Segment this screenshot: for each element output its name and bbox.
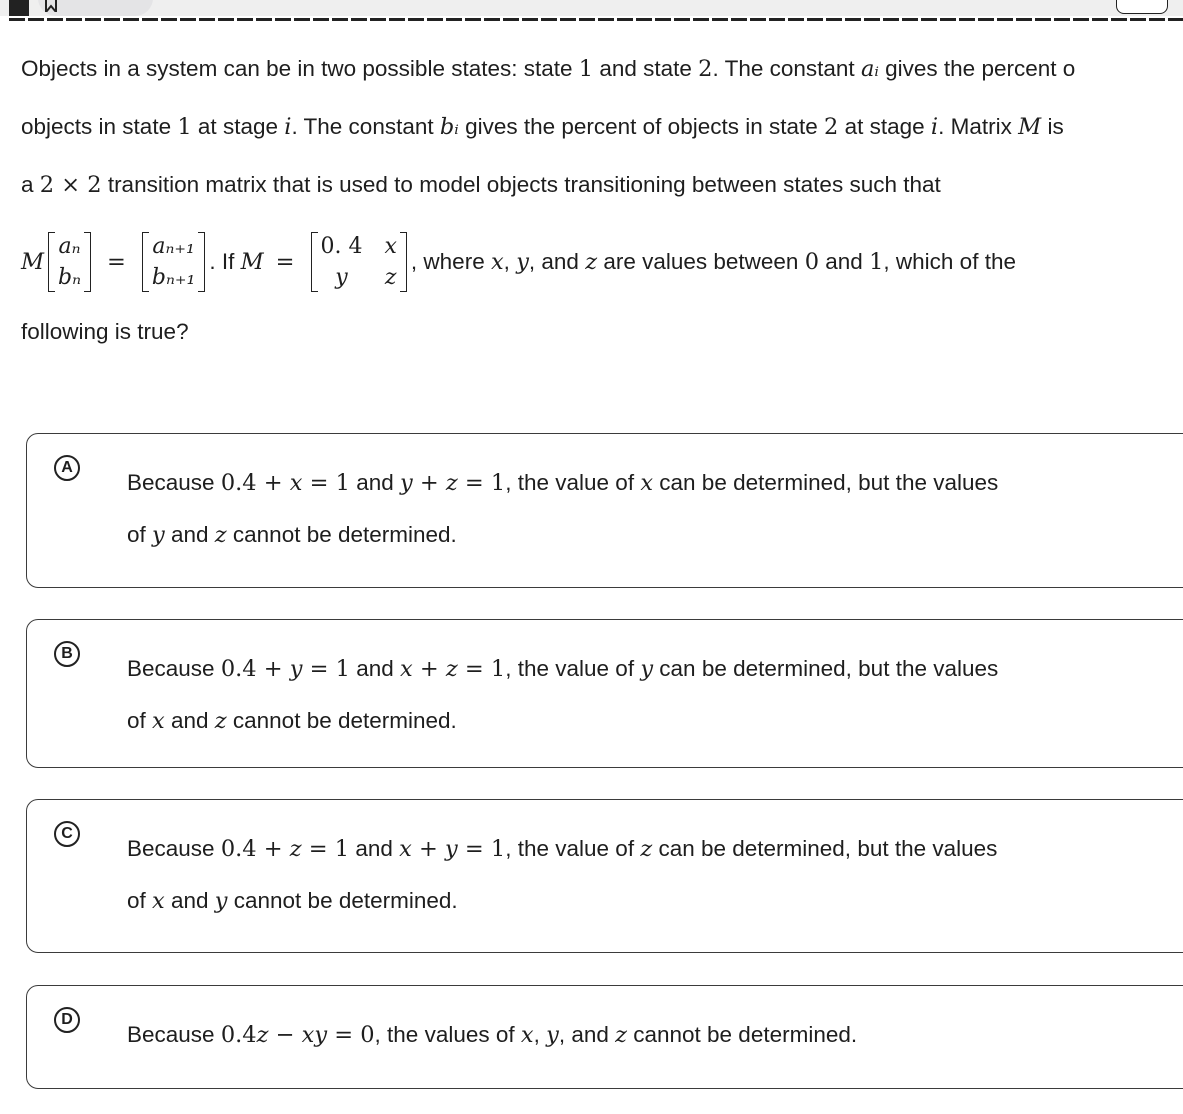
vector-entry: bₙ₊₁: [151, 265, 196, 290]
math-expression: 0.4: [220, 1022, 257, 1048]
math-expression: = 1: [302, 656, 350, 682]
math-variable: bᵢ: [439, 114, 459, 140]
if-text: . If: [209, 249, 241, 274]
vector-entry: aₙ₊₁: [152, 234, 195, 259]
matrix-symbol: M: [21, 249, 45, 275]
math-expression: 1: [869, 249, 884, 275]
text-segment: cannot be determined.: [226, 522, 457, 547]
math-expression: 0.4 +: [220, 470, 290, 496]
text-segment: a: [21, 172, 40, 197]
text-segment: and: [164, 888, 215, 913]
matrix-M: [311, 232, 407, 292]
dashed-divider: [9, 18, 1183, 21]
text-segment: can be determined, but the values: [653, 656, 999, 681]
text-segment: and state: [593, 56, 699, 81]
text-segment: and: [349, 470, 400, 495]
menu-icon[interactable]: [9, 0, 29, 16]
matrix-entry: z: [384, 265, 397, 290]
math-variable: x: [640, 470, 654, 496]
math-variable: z: [214, 522, 227, 548]
text-segment: , and: [528, 249, 586, 274]
text-segment: of: [127, 888, 153, 913]
text-segment: of: [127, 522, 153, 547]
math-variable: z: [445, 470, 458, 496]
answer-option-c[interactable]: [26, 799, 1183, 953]
math-variable: y: [445, 836, 458, 862]
matrix-entry: y: [335, 265, 348, 290]
math-expression: = 1: [457, 470, 506, 496]
text-segment: objects in state: [21, 114, 178, 139]
math-variable: x: [152, 708, 165, 734]
text-segment: cannot be determined.: [227, 888, 458, 913]
text-segment: cannot be determined.: [226, 708, 457, 733]
math-variable: z: [615, 1022, 627, 1048]
math-expression: +: [411, 836, 446, 862]
math-variable: y: [640, 656, 654, 682]
text-segment: ,: [503, 249, 517, 274]
math-expression: 0.4 +: [220, 836, 290, 862]
math-variable: x: [520, 1022, 534, 1048]
math-expression: 0: [804, 249, 820, 275]
math-expression: = 1: [457, 836, 506, 862]
text-segment: , the values of: [374, 1022, 521, 1047]
math-expression: = 1: [301, 836, 350, 862]
math-variable: z: [256, 1022, 269, 1048]
math-expression: 2 × 2: [39, 172, 102, 198]
option-letter-badge: A: [54, 455, 80, 481]
bookmark-icon[interactable]: [45, 0, 57, 12]
math-variable: y: [214, 888, 228, 914]
text-segment: can be determined, but the values: [652, 836, 998, 861]
text-segment: Objects in a system can be in two possible states: state: [21, 56, 579, 81]
question-line: [21, 56, 1075, 82]
math-variable: z: [289, 836, 302, 862]
answer-option-d[interactable]: [26, 985, 1183, 1089]
text-segment: Because: [127, 836, 221, 861]
text-segment: at stage: [191, 114, 285, 139]
matrix-symbol: M: [240, 249, 264, 275]
option-line: [127, 875, 1107, 927]
math-expression: 2: [698, 56, 713, 82]
question-last-line: following is true?: [21, 319, 189, 344]
option-line: [127, 1009, 1107, 1061]
text-segment: . The constant: [712, 56, 861, 81]
math-variable: y: [400, 470, 413, 496]
math-expression: 0.4 +: [220, 656, 290, 682]
math-variable: x: [490, 249, 504, 275]
option-letter-badge: C: [54, 821, 80, 847]
math-expression: = 0: [327, 1022, 375, 1048]
equation-line: M aₙ bₙ = aₙ₊₁ bₙ₊₁ . If M = 0. 4 x y z , where x, y, and z are values between 0 and 1, which of the: [21, 234, 1016, 290]
math-expression: 1: [177, 114, 192, 140]
text-segment: Because: [127, 656, 221, 681]
text-segment: and: [349, 836, 400, 861]
math-expression: +: [412, 470, 446, 496]
text-segment: and: [349, 656, 401, 681]
option-line: [127, 695, 1107, 747]
question-line: [21, 114, 1064, 140]
option-line: [127, 643, 1107, 695]
text-segment: and: [819, 249, 870, 274]
option-letter-badge: D: [54, 1007, 80, 1033]
option-text: [127, 1009, 1107, 1061]
math-variable: aᵢ: [860, 56, 879, 82]
option-line: [127, 823, 1107, 875]
matrix-entry: x: [384, 234, 397, 259]
math-expression: = 1: [302, 470, 350, 496]
vector-entry: aₙ: [58, 234, 81, 259]
option-text: [127, 823, 1107, 927]
option-text: [127, 457, 1107, 561]
text-segment: is: [1041, 114, 1064, 139]
math-variable: z: [445, 656, 458, 682]
math-expression: 1: [578, 56, 594, 82]
text-segment: , the value of: [505, 656, 641, 681]
text-segment: , where: [410, 249, 491, 274]
option-text: [127, 643, 1107, 747]
text-segment: . The constant: [291, 114, 440, 139]
answer-option-b[interactable]: [26, 619, 1183, 768]
vector-entry: bₙ: [58, 265, 82, 290]
option-line: [127, 509, 1107, 561]
matrix-entry: 0. 4: [320, 234, 363, 259]
math-variable: y: [289, 656, 303, 682]
option-line: [127, 457, 1107, 509]
text-segment: , the value of: [505, 470, 641, 495]
text-segment: are values between: [597, 249, 805, 274]
text-segment: gives the percent of objects in state: [458, 114, 825, 139]
math-variable: x: [399, 836, 412, 862]
text-segment: Because: [127, 470, 221, 495]
math-variable: x: [400, 656, 413, 682]
vector-next: [142, 232, 205, 292]
text-segment: . Matrix: [938, 114, 1019, 139]
text-segment: transition matrix that is used to model objects transitioning between states such that: [101, 172, 941, 197]
text-segment: , and: [558, 1022, 616, 1047]
question-line: [21, 172, 941, 198]
math-variable: z: [640, 836, 653, 862]
math-variable: i: [284, 114, 292, 140]
math-variable: y: [516, 249, 529, 275]
math-variable: y: [152, 522, 165, 548]
answer-option-a[interactable]: [26, 433, 1183, 588]
math-variable: y: [546, 1022, 559, 1048]
text-segment: and: [164, 708, 215, 733]
math-variable: z: [585, 249, 598, 275]
math-variable: M: [1018, 114, 1042, 140]
math-expression: = 1: [457, 656, 506, 682]
math-variable: xy: [301, 1022, 328, 1048]
math-expression: −: [268, 1022, 302, 1048]
option-letter-badge: B: [54, 641, 80, 667]
text-segment: , the value of: [505, 836, 641, 861]
vector-an-bn: [48, 232, 91, 292]
math-variable: x: [152, 888, 165, 914]
text-segment: , which of the: [883, 249, 1016, 274]
math-variable: i: [930, 114, 939, 140]
text-segment: and: [164, 522, 215, 547]
math-expression: 2: [824, 114, 839, 140]
toolbar-button[interactable]: [1116, 0, 1168, 14]
text-segment: cannot be determined.: [626, 1022, 858, 1047]
equation-tail: [411, 249, 1016, 275]
math-variable: x: [289, 470, 303, 496]
text-segment: at stage: [838, 114, 931, 139]
text-segment: Because: [127, 1022, 221, 1047]
text-segment: gives the percent o: [878, 56, 1076, 81]
text-segment: of: [127, 708, 153, 733]
text-segment: can be determined, but the values: [653, 470, 999, 495]
math-variable: z: [214, 708, 227, 734]
math-expression: +: [412, 656, 446, 682]
text-segment: ,: [533, 1022, 547, 1047]
top-toolbar: [0, 0, 1183, 16]
